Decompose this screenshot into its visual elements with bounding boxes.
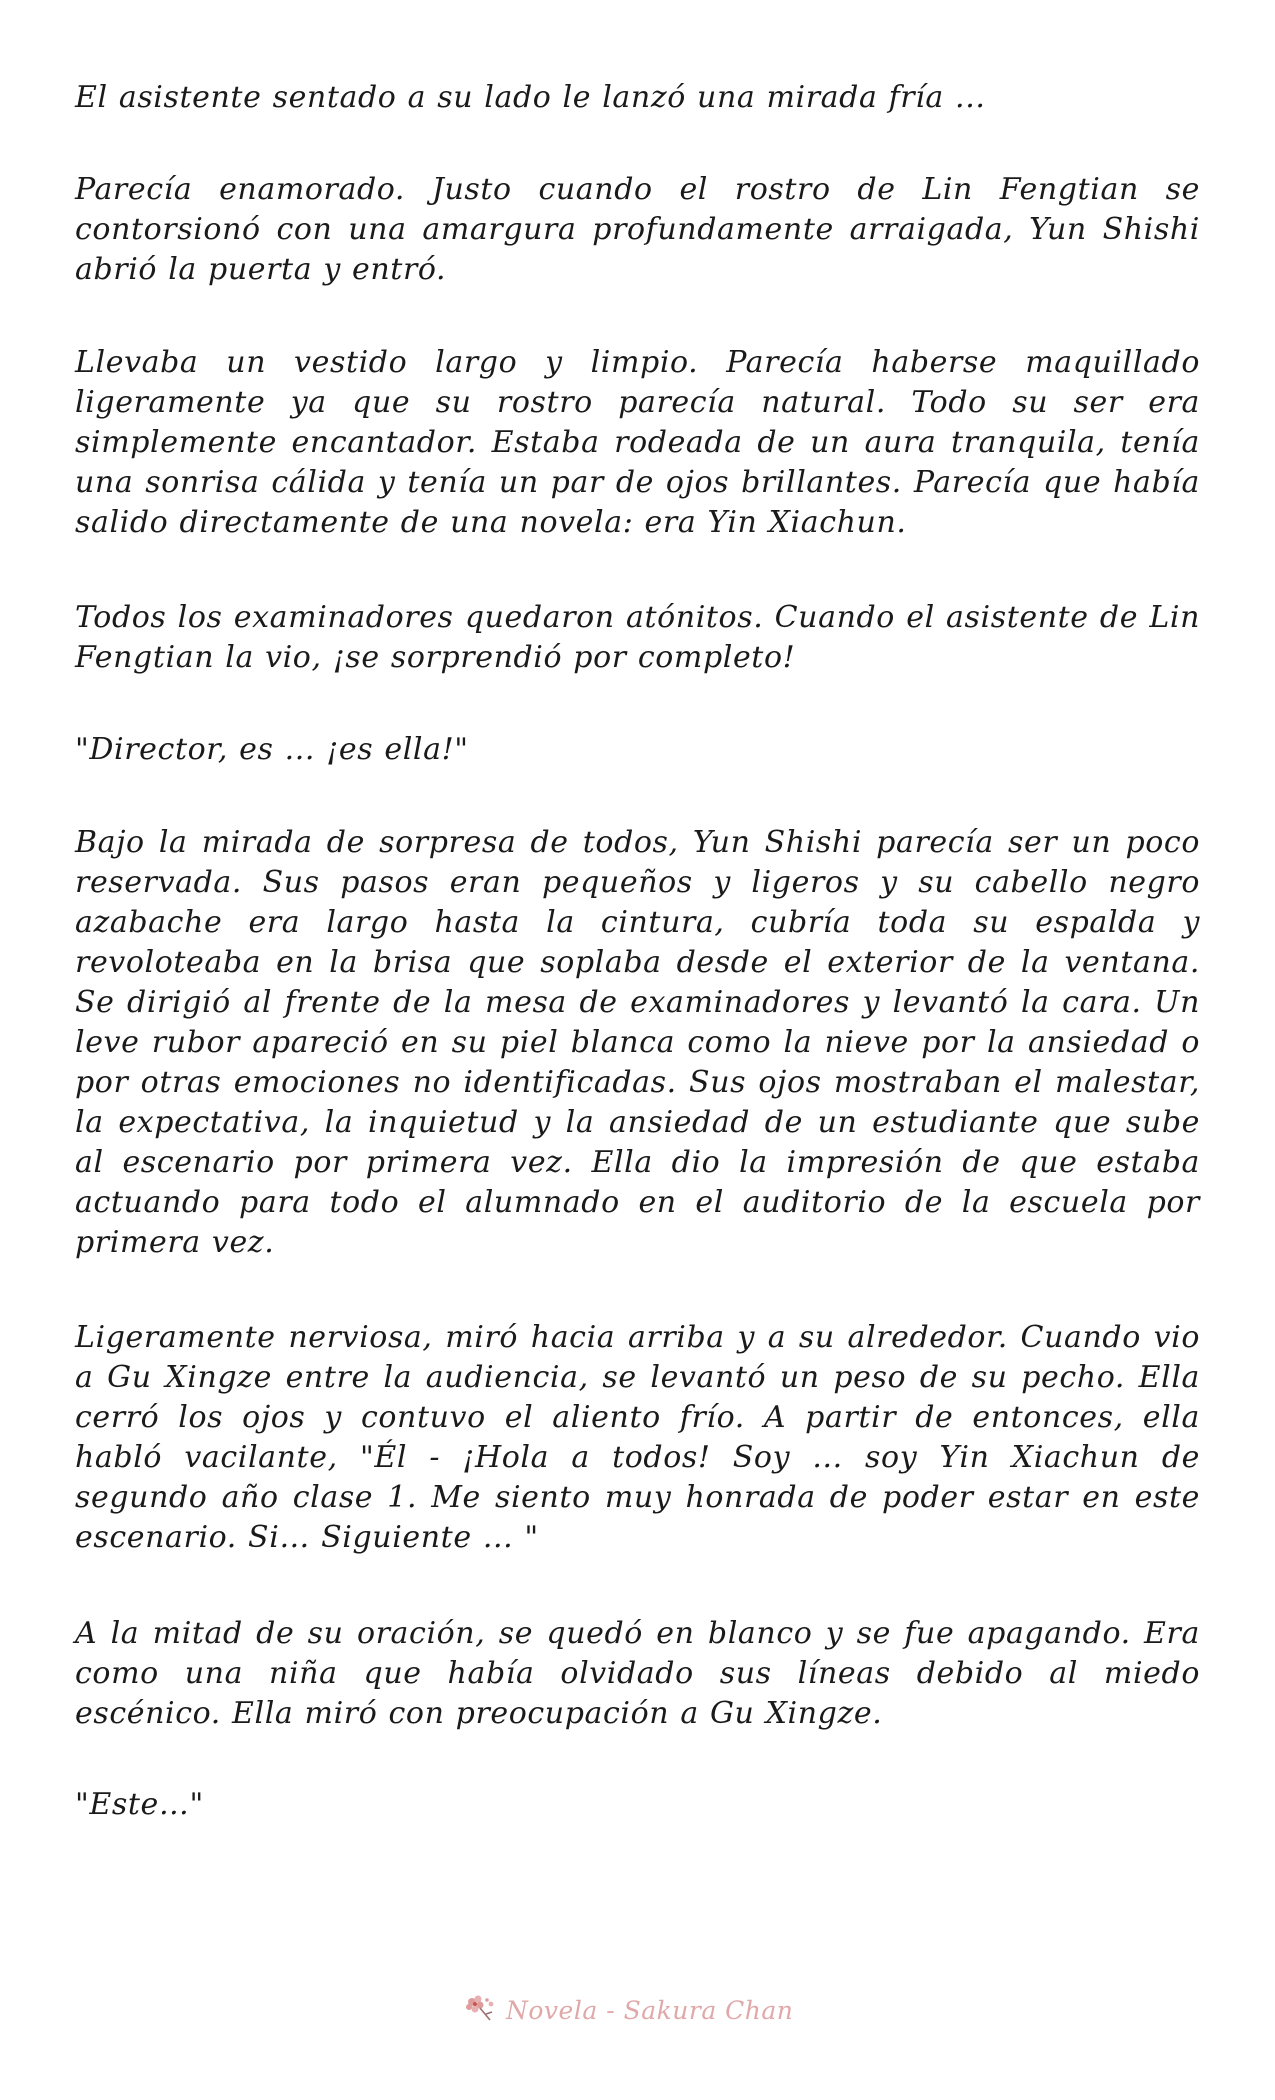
paragraph-6: Bajo la mirada de sorpresa de todos, Yun Shishi parecía ser un poco reservada. Sus pasos eran pequeños y ligeros y su cabello negro azabache era largo hasta la cintura, cubría toda su espalda y revoloteaba en la brisa que soplaba desde el exterior de la ventana. Se dirigió al frente de la mesa de examinadores y levantó la cara. Un leve rubor apareció en su piel blanca como la nieve por la ansiedad o por otras emociones no identificadas. Sus ojos mostraban el malestar, la expectativa, la inquietud y la ansiedad de un estudiante que sube al escenario por primera vez. Ella dio la impresión de que estaba actuando para todo el alumnado en el auditorio de la escuela por primera vez.	[75, 825, 1200, 1260]
document-page	[75, 0, 1200, 2100]
paragraph-7: Ligeramente nerviosa, miró hacia arriba y a su alrededor. Cuando vio a Gu Xingze entre la audiencia, se levantó un peso de su pecho. Ella cerró los ojos y contuvo el aliento frío. A partir de entonces, ella habló vacilante, "Él - ¡Hola a todos! Soy ... soy Yin Xiachun de segundo año clase 1. Me siento muy honrada de poder estar en este escenario. Si… Siguiente ... "	[75, 1320, 1200, 1555]
paragraph-2: Parecía enamorado. Justo cuando el rostro de Lin Fengtian se contorsionó con una amargura profundamente arraigada, Yun Shishi abrió la puerta y entró.	[75, 172, 1200, 287]
paragraph-8: A la mitad de su oración, se quedó en blanco y se fue apagando. Era como una niña que había olvidado sus líneas debido al miedo escénico. Ella miró con preocupación a Gu Xingze.	[75, 1616, 1200, 1731]
paragraph-4: Todos los examinadores quedaron atónitos. Cuando el asistente de Lin Fengtian la vio, ¡se sorprendió por completo!	[75, 600, 1200, 675]
watermark	[460, 1985, 840, 2035]
sakura-flower-icon	[460, 1990, 500, 2030]
paragraph-1: El asistente sentado a su lado le lanzó una mirada fría ...	[75, 80, 986, 115]
paragraph-3: Llevaba un vestido largo y limpio. Parecía haberse maquillado ligeramente ya que su rostro parecía natural. Todo su ser era simplemente encantador. Estaba rodeada de un aura tranquila, tenía una sonrisa cálida y tenía un par de ojos brillantes. Parecía que había salido directamente de una novela: era Yin Xiachun.	[75, 345, 1200, 540]
watermark-text: Novela - Sakura Chan	[506, 1995, 794, 2025]
paragraph-9: "Este…"	[75, 1787, 204, 1822]
paragraph-5: "Director, es ... ¡es ella!"	[75, 732, 469, 767]
